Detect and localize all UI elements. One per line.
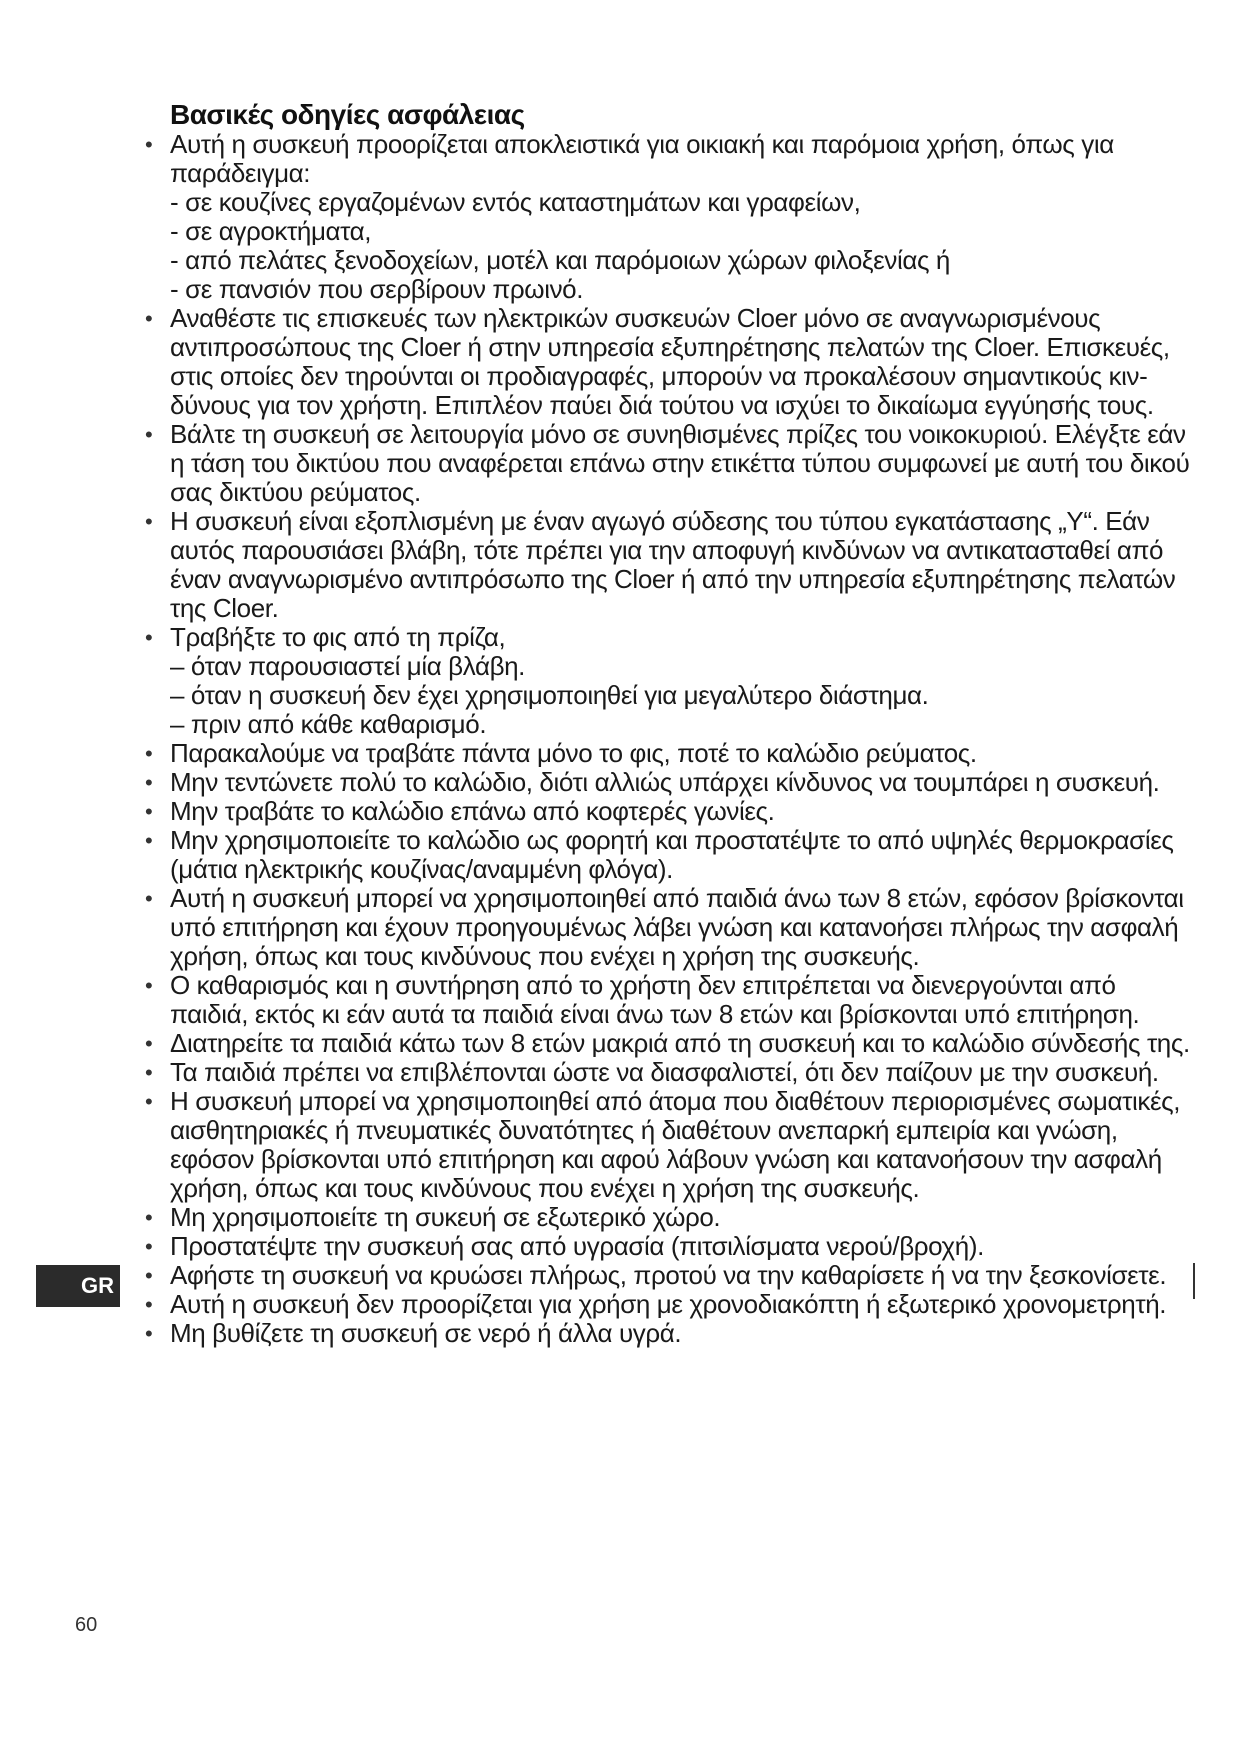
safety-item [145, 130, 1195, 304]
safety-item [145, 507, 1195, 623]
safety-item [145, 884, 1195, 971]
safety-subitem: – όταν παρουσιαστεί μία βλάβη. [170, 651, 526, 681]
safety-item-text: • Μη χρησιμοποιείτε τη συκευή σε εξωτερικό χώρο. [170, 1202, 721, 1232]
safety-item-text: • Μη βυθίζετε τη συσκευή σε νερό ή άλλα υγρά. [170, 1318, 682, 1348]
safety-subitem: – όταν η συσκευή δεν έχει χρησιμοποιηθεί για μεγαλύτερο διάστημα. [170, 680, 929, 710]
safety-item-text: • Αφήστε τη συσκευή να κρυώσει πλήρως, προτού να την καθαρίσετε ή να την ξεσκονίσετε. [170, 1260, 1167, 1290]
safety-subitem: - σε πανσιόν που σερβίρουν πρωινό. [170, 274, 584, 304]
safety-item-text: • Ο καθαρισμός και η συντήρηση από το χρήστη δεν επιτρέπεται να διενεργούνται από παιδιά, εκτός κι εάν αυτά τα παιδιά είναι άνω των 8 ετών και βρίσκονται υπό επιτήρηση. [170, 970, 1140, 1029]
safety-item-text: • Αυτή η συσκευή μπορεί να χρησιμοποιηθεί από παιδιά άνω των 8 ετών, εφόσον βρίσκονται υπό επιτήρηση και έχουν προηγουμένως λάβει γνώση και κατανοήσει πλήρως την ασφαλή χρήση, όπως και τους κινδύνους που ενέχει η χρήση της συσκευής. [170, 883, 1184, 971]
safety-item-text: • Τα παιδιά πρέπει να επιβλέπονται ώστε να διασφαλιστεί, ότι δεν παίζουν με την συσκευή. [170, 1057, 1159, 1087]
safety-item [145, 1261, 1195, 1290]
safety-item [145, 420, 1195, 507]
safety-item-text: • Βάλτε τη συσκευή σε λειτουργία μόνο σε συνηθισμένες πρίζες του νοικοκυριού. Ελέγξτε εάν η τάση του δικτύου που αναφέρεται επάνω στην ετικέττα τύπου συμφωνεί με αυτή του δικού σας δικτύου ρεύματος. [170, 419, 1190, 507]
page-title: Βασικές οδηγίες ασφάλειας [170, 99, 525, 130]
safety-item-text: • Τραβήξτε το φις από τη πρίζα, [170, 622, 506, 652]
safety-instructions-list [145, 130, 1195, 1348]
safety-item-text: • Διατηρείτε τα παιδιά κάτω των 8 ετών μακριά από τη συσκευή και το καλώδιο σύνδεσής της. [170, 1028, 1190, 1058]
safety-item-text: • Αυτή η συσκευή δεν προορίζεται για χρήση με χρονοδιακόπτη ή εξωτερικό χρονομετρητή. [170, 1289, 1167, 1319]
safety-item [145, 971, 1195, 1029]
safety-item [145, 797, 1195, 826]
safety-subitem: - σε αγροκτήματα, [170, 216, 372, 246]
safety-item [145, 739, 1195, 768]
safety-item [145, 623, 1195, 739]
page-number: 60 [75, 1614, 98, 1636]
safety-item [145, 1319, 1195, 1348]
safety-item [145, 1232, 1195, 1261]
safety-item-text: • Αναθέστε τις επισκευές των ηλεκτρικών συσκευών Cloer μόνο σε αναγνωρισμένους αντιπροσώπους της Cloer ή στην υπηρεσία εξυπηρέτησης πελατών της Cloer. Επισκευές, στις οποίες δεν τηρούνται οι προδιαγραφές, μπορούν να προκαλέσουν σημαντικούς κιν-δύνους για τον χρήστη. Επιπλέον παύει διά τούτου να ισχύει το δικαίωμα εγγύησής τους. [170, 303, 1170, 420]
safety-item-text: • Παρακαλούμε να τραβάτε πάντα μόνο το φις, ποτέ το καλώδιο ρεύματος. [170, 738, 977, 768]
safety-item-text: • Μην χρησιμοποιείτε το καλώδιο ως φορητή και προστατέψτε το από υψηλές θερμοκρασίες (μάτια ηλεκτρικής κουζίνας/αναμμένη φλόγα). [170, 825, 1174, 884]
safety-item-text: • Αυτή η συσκευή προορίζεται αποκλειστικά για οικιακή και παρόμοια χρήση, όπως για παράδειγμα: [170, 129, 1114, 188]
safety-item [145, 1290, 1195, 1319]
safety-item-text: • Η συσκευή μπορεί να χρησιμοποιηθεί από άτομα που διαθέτουν περιορισμένες σωματικές, αισθητηριακές ή πνευματικές δυνατότητες ή διαθέτουν ανεπαρκή εμπειρία και γνώση, εφόσον βρίσκονται υπό επιτήρηση και αφού λάβουν γνώση και κατανοήσουν την ασφαλή χρήση, όπως και τους κινδύνους που ενέχει η χρήση της συσκευής. [170, 1086, 1181, 1203]
safety-item-text: • Η συσκευή είναι εξοπλισμένη με έναν αγωγό σύδεσης του τύπου εγκατάστασης „Y“. Εάν αυτός παρουσιάσει βλάβη, τότε πρέπει για την αποφυγή κινδύνων να αντικατασταθεί από έναν αναγνωρισμένο αντιπρόσωπο της Cloer ή από την υπηρεσία εξυπηρέτησης πελατών της Cloer. [170, 506, 1176, 623]
safety-item-text: • Μην τεντώνετε πολύ το καλώδιο, διότι αλλιώς υπάρχει κίνδυνος να τουμπάρει η συσκευή. [170, 767, 1160, 797]
language-tab: GR [36, 1265, 120, 1307]
safety-item [145, 1058, 1195, 1087]
safety-item-text: • Μην τραβάτε το καλώδιο επάνω από κοφτερές γωνίες. [170, 796, 775, 826]
safety-item-text: • Προστατέψτε την συσκευή σας από υγρασία (πιτσιλίσματα νερού/βροχή). [170, 1231, 984, 1261]
safety-item [145, 826, 1195, 884]
safety-subitem: - από πελάτες ξενοδοχείων, μοτέλ και παρόμοιων χώρων φιλοξενίας ή [170, 245, 950, 275]
safety-item [145, 1029, 1195, 1058]
safety-item [145, 1087, 1195, 1203]
safety-item [145, 304, 1195, 420]
safety-item [145, 1203, 1195, 1232]
safety-subitem: - σε κουζίνες εργαζομένων εντός καταστημάτων και γραφείων, [170, 187, 861, 217]
safety-item [145, 768, 1195, 797]
safety-subitem: – πριν από κάθε καθαρισμό. [170, 709, 487, 739]
change-bar [1193, 1263, 1195, 1299]
